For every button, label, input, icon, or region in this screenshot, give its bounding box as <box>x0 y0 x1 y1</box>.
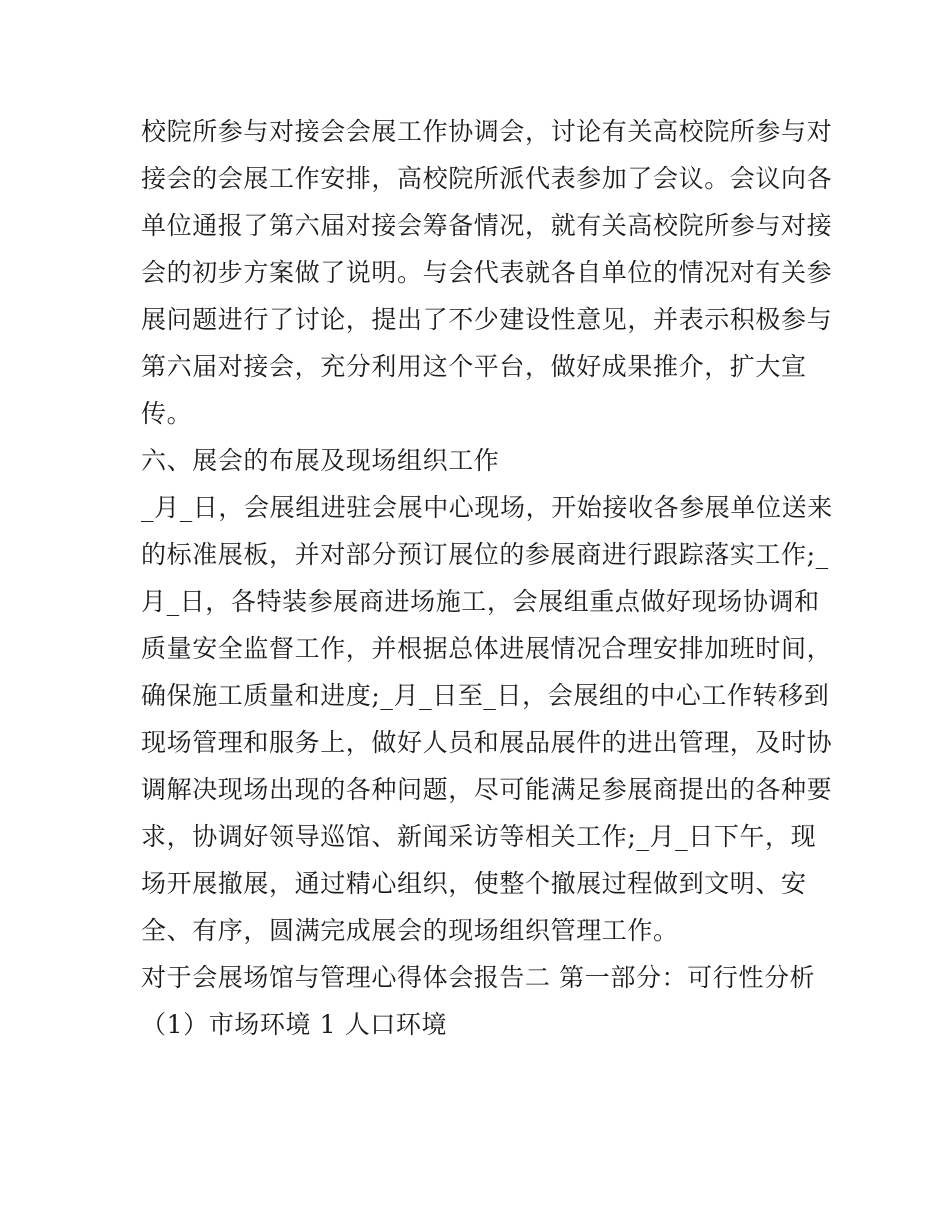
text-line: 校院所参与对接会会展工作协调会，讨论有关高校院所参与对 <box>141 117 833 146</box>
text-line: 第六届对接会，充分利用这个平台，做好成果推介，扩大宣 <box>141 352 807 381</box>
text-line: 月_日，各特装参展商进场施工，会展组重点做好现场协调和 <box>141 587 820 616</box>
text-line: 展问题进行了讨论，提出了不少建设性意见，并表示积极参与 <box>141 305 833 334</box>
text-line: 场开展撤展，通过精心组织，使整个撤展过程做到文明、安 <box>141 869 807 898</box>
text-line: 调解决现场出现的各种问题，尽可能满足参展商提出的各种要 <box>141 775 833 804</box>
text-line: 确保施工质量和进度;_月_日至_日，会展组的中心工作转移到 <box>141 681 830 710</box>
text-line: 的标准展板，并对部分预订展位的参展商进行跟踪落实工作;_ <box>141 540 829 569</box>
text-line: 传。 <box>141 399 193 428</box>
text-line: 质量安全监督工作，并根据总体进展情况合理安排加班时间， <box>141 634 833 663</box>
section-heading: 六、展会的布展及现场组织工作 <box>141 446 500 475</box>
text-line: 现场管理和服务上，做好人员和展品展件的进出管理，及时协 <box>141 728 833 757</box>
report-title-line: 对于会展场馆与管理心得体会报告二 第一部分：可行性分析 <box>141 963 816 992</box>
text-line: 单位通报了第六届对接会筹备情况，就有关高校院所参与对接 <box>141 211 833 240</box>
text-line: 会的初步方案做了说明。与会代表就各自单位的情况对有关参 <box>141 258 833 287</box>
text-line: 求，协调好领导巡馆、新闻采访等相关工作;_月_日下午，现 <box>141 822 817 851</box>
text-line: 全、有序，圆满完成展会的现场组织管理工作。 <box>141 916 679 945</box>
subsection-heading: （1）市场环境 1 人口环境 <box>141 1010 448 1039</box>
text-line: _月_日，会展组进驻会展中心现场，开始接收各参展单位送来 <box>141 493 833 522</box>
text-line: 接会的会展工作安排，高校院所派代表参加了会议。会议向各 <box>141 164 833 193</box>
document-body <box>141 108 833 1048</box>
